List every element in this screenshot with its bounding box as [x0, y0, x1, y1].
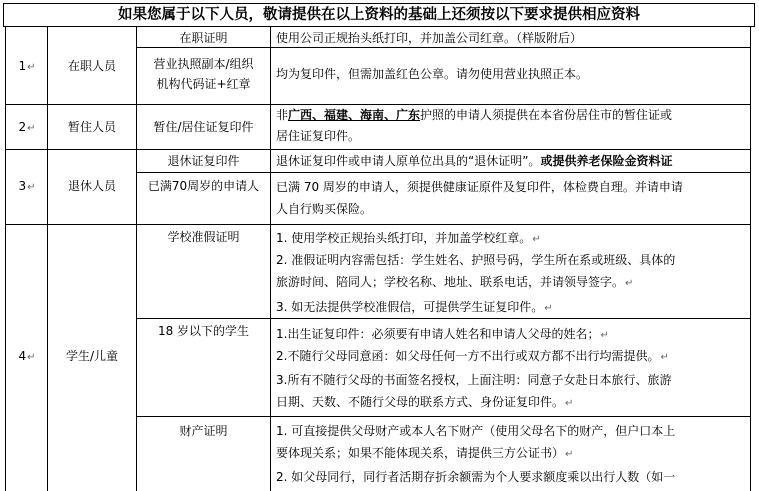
section-separator-2: [5, 149, 750, 150]
paragraph-mark: ↵: [27, 123, 36, 134]
section-number: 4↵: [18, 349, 36, 363]
document-name: 暂住/居住证复印件: [153, 120, 254, 134]
subrow-separator-2: [136, 172, 750, 173]
requirement-item: 2.不随行父母同意函：如父母任何一方不出行或双方都不出行均需提供。↵: [276, 349, 669, 363]
requirement-text: 退休证复印件或申请人原单位出具的“退休证明”。或提供养老保险金资料证: [276, 154, 673, 168]
document-name: 营业执照副本/组织: [153, 57, 254, 71]
category-label: 在职人员: [67, 59, 116, 73]
requirement-item: 2. 如父母同行，同行者活期存折余额需为个人要求额度乘以出行人数（如一: [276, 470, 676, 484]
subrow-separator-4: [136, 416, 750, 417]
requirement-item: 日期、天数、不随行父母的联系方式、身份证复印件。↵: [276, 395, 574, 409]
paragraph-mark: ↵: [27, 352, 36, 363]
document-name: 18 岁以下的学生: [157, 324, 250, 338]
section-separator-3: [5, 224, 750, 225]
requirement-item: 1.出生证复印件：必须要有申请人姓名和申请人父母的姓名；↵: [276, 327, 609, 341]
category-label: 退休人员: [67, 179, 116, 193]
requirement-item: 旅游时间、陪同人；学校名称、地址、联系电话，并请领导签字。↵: [276, 275, 634, 289]
grid-col-divider-1: [47, 27, 48, 491]
table-title: 如果您属于以下人员，敬请提供在以上资料的基础上还须按以下要求提供相应资料: [3, 3, 755, 27]
section-number: 3↵: [18, 179, 36, 193]
document-name: 财产证明: [179, 424, 228, 438]
grid-col-divider-3: [270, 27, 271, 491]
requirement-text: 使用公司正规抬头纸打印，并加盖公司红章。（样版附后）: [276, 31, 583, 45]
paragraph-mark: ↵: [625, 278, 634, 289]
requirement-text: 非广西、福建、海南、广东护照的申请人须提供在本省份居住市的暂住证或: [276, 108, 673, 122]
requirement-item: 1. 使用学校正规抬头纸打印，并加盖学校红章。↵: [276, 231, 541, 245]
document-name: 在职证明: [179, 31, 228, 45]
requirement-item: 要体现关系；如果不能体现关系，请提供三方公证书）↵: [276, 446, 574, 460]
paragraph-mark: ↵: [565, 398, 574, 409]
grid-left-border: [5, 27, 6, 491]
requirement-item: 2. 准假证明内容需包括：学生姓名、护照号码，学生所在系或班级、具体的: [276, 253, 676, 267]
paragraph-mark: ↵: [565, 449, 574, 460]
paragraph-mark: ↵: [27, 182, 36, 193]
requirement-item: 3. 如无法提供学校准假信，可提供学生证复印件。↵: [276, 300, 553, 314]
paragraph-mark: ↵: [660, 352, 669, 363]
requirement-text: 居住证复印件。: [276, 129, 361, 143]
document-name: 退休证复印件: [167, 154, 240, 168]
section-number: 1↵: [18, 59, 36, 73]
requirement-item: 1. 可直接提供父母财产或本人名下财产（使用父母名下的财产，但户口本上: [276, 424, 676, 438]
grid-right-border: [750, 27, 751, 491]
paragraph-mark: ↵: [532, 234, 541, 245]
document-name: 已满70周岁的申请人: [147, 179, 260, 193]
paragraph-mark: ↵: [600, 330, 609, 341]
requirement-text: 均为复印件，但需加盖红色公章。请勿使用营业执照正本。: [276, 67, 589, 81]
document-name: 机构代码证+红章: [156, 77, 251, 91]
section-number: 2↵: [18, 120, 36, 134]
requirement-text: 人自行购买保险。: [276, 202, 373, 216]
paragraph-mark: ↵: [27, 62, 36, 73]
document-name: 学校准假证明: [167, 230, 240, 244]
category-label: 学生/儿童: [65, 349, 119, 363]
requirement-item: 3.所有不随行父母的书面签名授权，上面注明：同意子女赴日本旅行、旅游: [276, 373, 672, 387]
requirement-text: 已满 70 周岁的申请人，须提供健康证原件及复印件，体检费自理。并请申请: [276, 180, 683, 194]
category-label: 暂住人员: [67, 120, 116, 134]
paragraph-mark: ↵: [544, 303, 553, 314]
